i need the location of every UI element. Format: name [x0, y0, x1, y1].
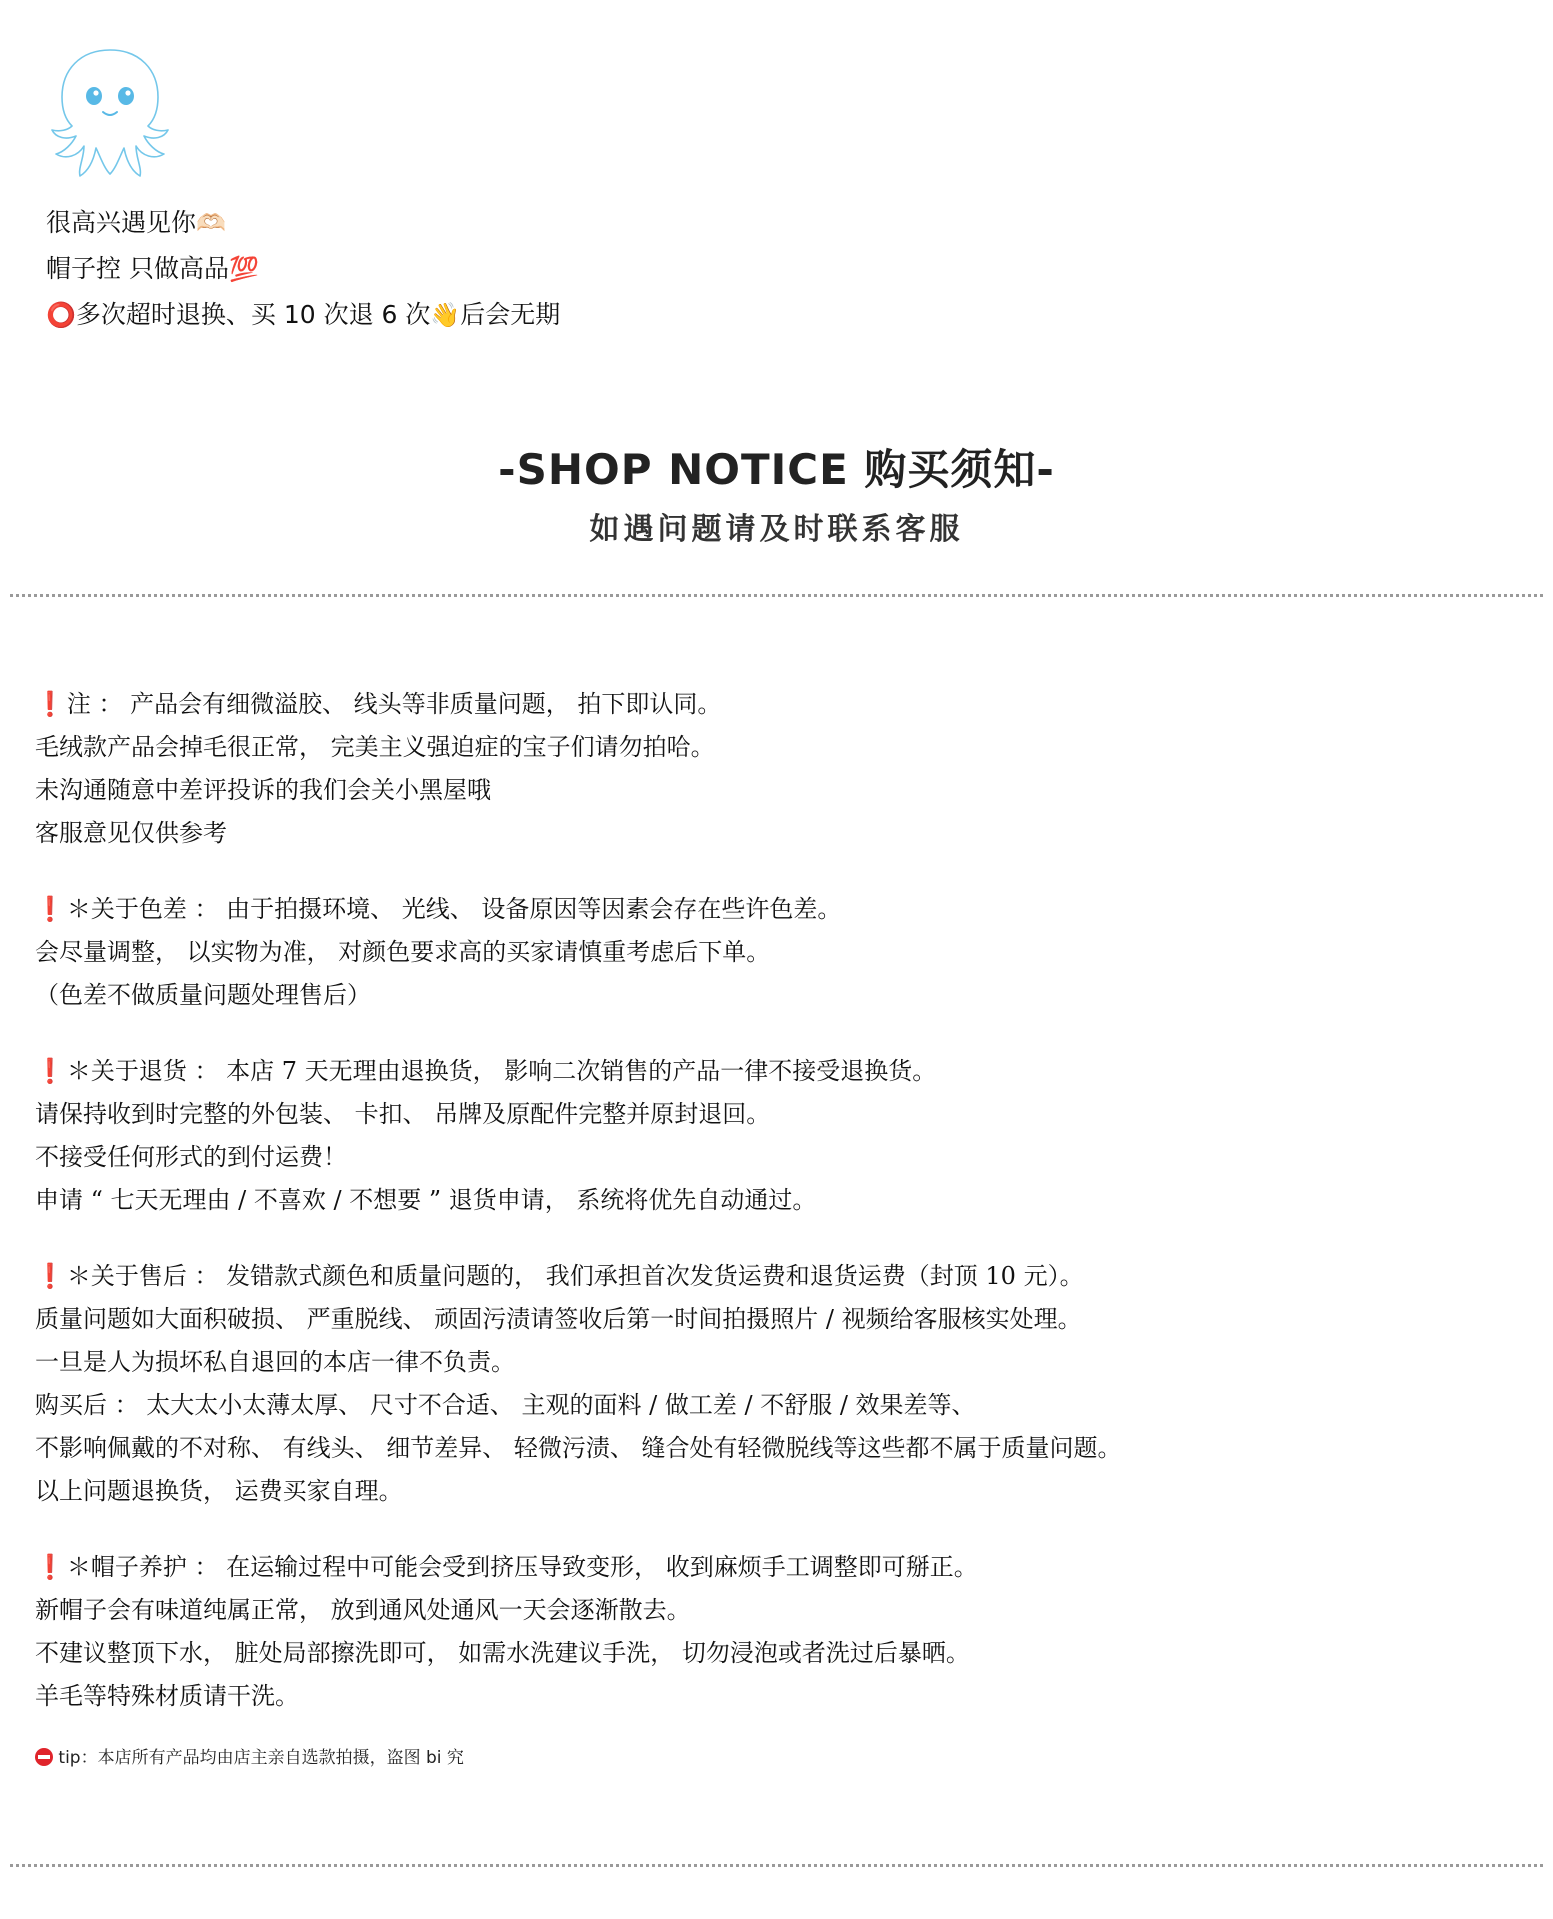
- notice-line: [35, 812, 1515, 855]
- notice-line: [35, 1470, 1515, 1513]
- notice-text: 毛绒款产品会掉毛很正常， 完美主义强迫症的宝子们请勿拍哈。: [35, 733, 715, 761]
- notice-text: ＊关于色差 ： 由于拍摄环境、 光线、 设备原因等因素会存在些许色差。: [66, 895, 842, 923]
- notice-text: 不接受任何形式的到付运费！: [35, 1143, 347, 1171]
- notice-line: [35, 931, 1515, 974]
- exclamation-icon: ❗: [35, 690, 65, 718]
- notice-text: 未沟通随意中差评投诉的我们会关小黑屋哦: [35, 776, 491, 804]
- notice-block: [35, 1255, 1515, 1513]
- notice-text: 会尽量调整， 以实物为准， 对颜色要求高的买家请慎重考虑后下单。: [35, 938, 771, 966]
- greeting-line-1: [46, 200, 560, 246]
- notice-list: [35, 683, 1515, 1751]
- notice-line: [35, 888, 1515, 931]
- greeting-line-1-text: 很高兴遇见你: [46, 208, 197, 237]
- notice-text: 不影响佩戴的不对称、 有线头、 细节差异、 轻微污渍、 缝合处有轻微脱线等这些都不属于质量问题。: [35, 1434, 1122, 1462]
- notice-text: 一旦是人为损坏私自退回的本店一律不负责。: [35, 1348, 515, 1376]
- notice-block: [35, 683, 1515, 855]
- notice-block: [35, 1050, 1515, 1222]
- notice-line: [35, 1427, 1515, 1470]
- heart-hands-icon: 🫶🏻: [196, 209, 226, 237]
- notice-block: [35, 1546, 1515, 1718]
- exclamation-icon: ❗: [35, 1057, 65, 1085]
- notice-block: [35, 888, 1515, 1017]
- exclamation-icon: ❗: [35, 1553, 65, 1581]
- notice-line: [35, 1298, 1515, 1341]
- notice-line: [35, 974, 1515, 1017]
- greeting-line-2: [46, 246, 560, 292]
- notice-text: ＊帽子养护 ： 在运输过程中可能会受到挤压导致变形， 收到麻烦手工调整即可掰正。: [66, 1553, 978, 1581]
- notice-text: 羊毛等特殊材质请干洗。: [35, 1682, 299, 1710]
- notice-text: 申请 “ 七天无理由 / 不喜欢 / 不想要 ” 退货申请， 系统将优先自动通过。: [35, 1186, 817, 1214]
- divider-bottom: [10, 1864, 1543, 1867]
- greeting-line-3-text-b: 后会无期: [460, 300, 561, 329]
- tip-text: tip：本店所有产品均由店主亲自选款拍摄，盗图 bi 究: [58, 1748, 464, 1768]
- notice-line: [35, 726, 1515, 769]
- exclamation-icon: ❗: [35, 1262, 65, 1290]
- notice-text: 新帽子会有味道纯属正常， 放到通风处通风一天会逐渐散去。: [35, 1596, 691, 1624]
- notice-line: [35, 769, 1515, 812]
- greeting: [46, 200, 560, 338]
- notice-line: [35, 1050, 1515, 1093]
- notice-line: [35, 1546, 1515, 1589]
- notice-text: 请保持收到时完整的外包装、 卡扣、 吊牌及原配件完整并原封退回。: [35, 1100, 771, 1128]
- notice-line: [35, 1136, 1515, 1179]
- notice-line: [35, 683, 1515, 726]
- notice-line: [35, 1589, 1515, 1632]
- notice-line: [35, 1341, 1515, 1384]
- notice-text: 客服意见仅供参考: [35, 819, 227, 847]
- no-entry-icon: [35, 1748, 53, 1766]
- notice-text: 不建议整顶下水， 脏处局部擦洗即可， 如需水洗建议手洗， 切勿浸泡或者洗过后暴晒。: [35, 1639, 970, 1667]
- greeting-line-2-text: 帽子控 只做高品: [46, 254, 229, 283]
- notice-line: [35, 1675, 1515, 1718]
- tip-note: [35, 1743, 464, 1768]
- page-title: -SHOP NOTICE 购买须知-: [498, 445, 1055, 494]
- notice-line: [35, 1093, 1515, 1136]
- notice-text: ＊关于退货 ： 本店 7 天无理由退换货， 影响二次销售的产品一律不接受退换货。: [66, 1057, 937, 1085]
- notice-text: 购买后 ： 太大太小太薄太厚、 尺寸不合适、 主观的面料 / 做工差 / 不舒服 / 效果差等、: [35, 1391, 976, 1419]
- notice-text: 以上问题退换货， 运费买家自理。: [35, 1477, 403, 1505]
- shop-notice-heading: [0, 440, 1553, 556]
- divider-top: [10, 594, 1543, 597]
- notice-text: （色差不做质量问题处理售后）: [35, 981, 371, 1009]
- notice-line: [35, 1255, 1515, 1298]
- notice-line: [35, 1384, 1515, 1427]
- notice-line: [35, 1179, 1515, 1222]
- notice-text: 注 ： 产品会有细微溢胶、 线头等非质量问题， 拍下即认同。: [66, 690, 722, 718]
- greeting-line-3: [46, 292, 560, 338]
- octopus-icon: [40, 42, 180, 182]
- notice-line: [35, 1632, 1515, 1675]
- exclamation-icon: ❗: [35, 895, 65, 923]
- notice-text: 质量问题如大面积破损、 严重脱线、 顽固污渍请签收后第一时间拍摄照片 / 视频给客服核实处理。: [35, 1305, 1082, 1333]
- page-subtitle: 如遇问题请及时联系客服: [589, 512, 964, 547]
- greeting-line-3-text-a: 多次超时退换、买 10 次退 6 次: [75, 300, 431, 329]
- hundred-points-icon: 💯: [228, 255, 259, 283]
- red-circle-icon: ⭕: [46, 301, 76, 329]
- waving-hand-icon: 👋: [430, 301, 461, 329]
- notice-text: ＊关于售后 ： 发错款式颜色和质量问题的， 我们承担首次发货运费和退货运费（封顶 10 元）。: [66, 1262, 1084, 1290]
